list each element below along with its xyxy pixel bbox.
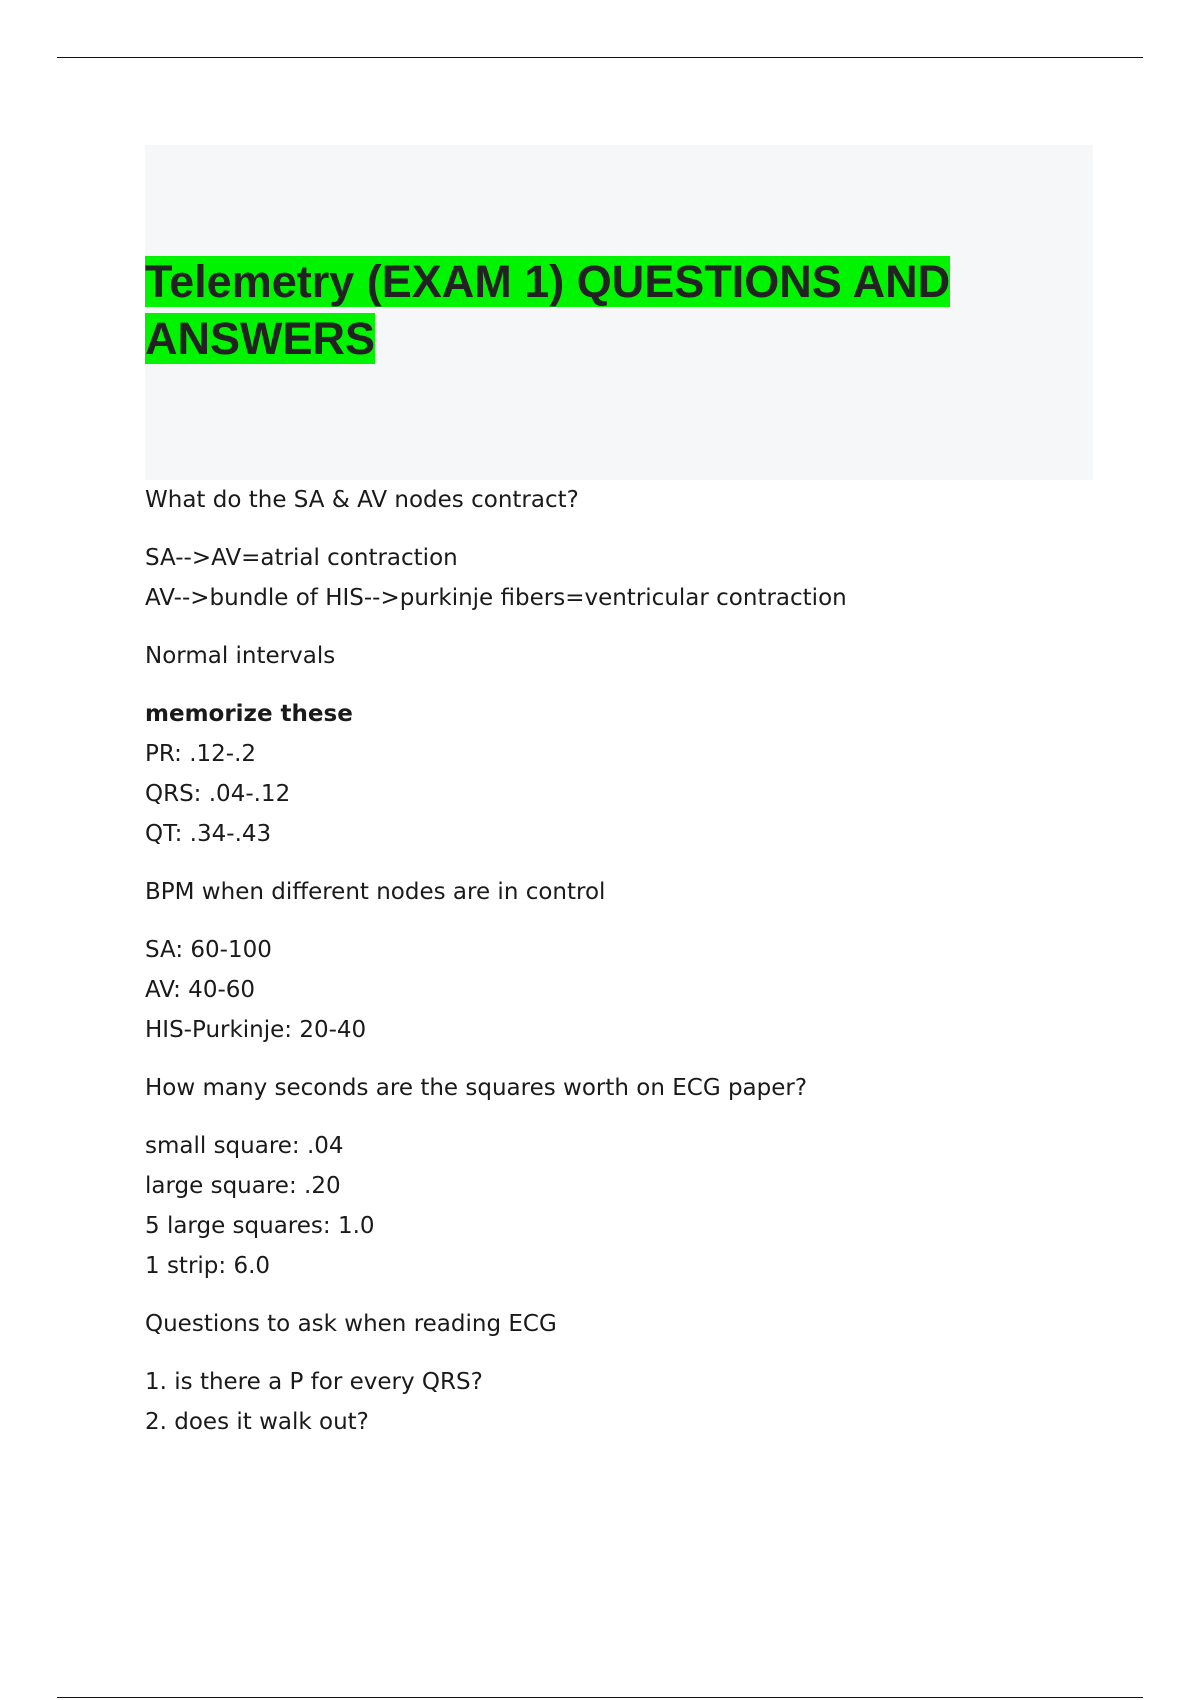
answer-line: AV-->bundle of HIS-->purkinje fibers=ventricular contraction — [145, 585, 847, 611]
answer-line: SA: 60-100 — [145, 937, 272, 963]
qa-card — [145, 872, 1095, 1050]
answer — [145, 1362, 1095, 1442]
title-highlight: Telemetry (EXAM 1) QUESTIONS AND ANSWERS — [145, 256, 951, 364]
answer-line: 5 large squares: 1.0 — [145, 1213, 375, 1239]
document-body — [145, 480, 1095, 1460]
header-rule — [57, 57, 1143, 58]
answer-line: PR: .12-.2 — [145, 741, 257, 767]
answer — [145, 694, 1095, 854]
answer — [145, 1126, 1095, 1286]
answer-line: SA-->AV=atrial contraction — [145, 545, 458, 571]
question: What do the SA & AV nodes contract? — [145, 487, 579, 513]
answer-line: small square: .04 — [145, 1133, 344, 1159]
answer-line: 1 strip: 6.0 — [145, 1253, 271, 1279]
question: BPM when different nodes are in control — [145, 879, 606, 905]
qa-card — [145, 1068, 1095, 1286]
answer-emphasis: memorize these — [145, 701, 353, 727]
answer-line: large square: .20 — [145, 1173, 341, 1199]
answer-line: HIS-Purkinje: 20-40 — [145, 1017, 367, 1043]
footer-rule — [57, 1697, 1143, 1698]
question: Normal intervals — [145, 643, 336, 669]
answer-line: 2. does it walk out? — [145, 1409, 369, 1435]
answer-line: AV: 40-60 — [145, 977, 256, 1003]
answer — [145, 930, 1095, 1050]
answer-line: 1. is there a P for every QRS? — [145, 1369, 483, 1395]
question: How many seconds are the squares worth on ECG paper? — [145, 1075, 808, 1101]
answer-line: QRS: .04-.12 — [145, 781, 291, 807]
qa-card — [145, 480, 1095, 618]
question: Questions to ask when reading ECG — [145, 1311, 557, 1337]
qa-card — [145, 636, 1095, 854]
qa-card — [145, 1304, 1095, 1442]
document-title — [145, 253, 1045, 367]
answer-line: QT: .34-.43 — [145, 821, 272, 847]
answer — [145, 538, 1095, 618]
